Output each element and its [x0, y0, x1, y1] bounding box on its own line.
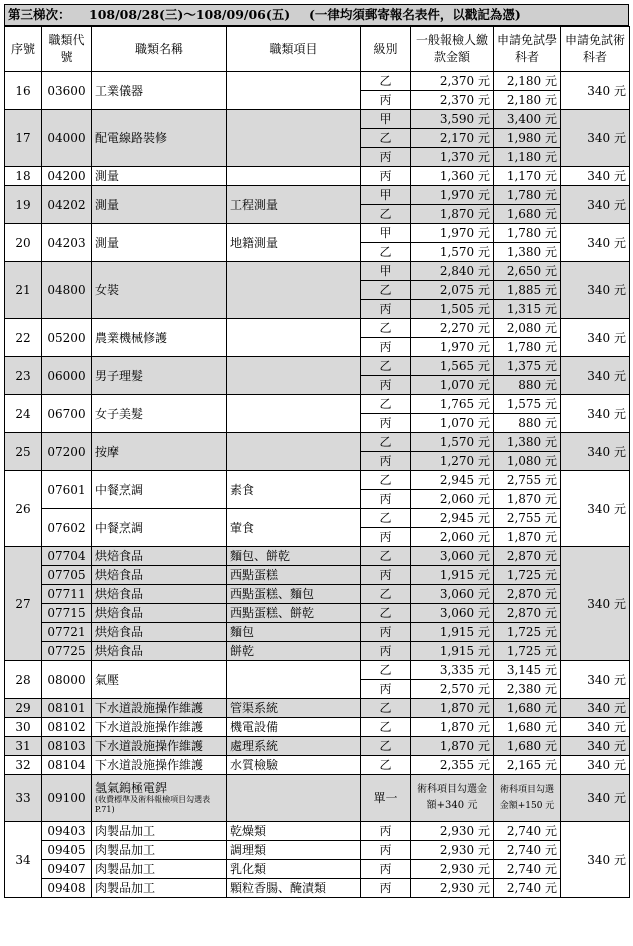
technical-cell: 340 元	[561, 756, 630, 775]
level-cell: 乙	[361, 547, 411, 566]
academic-cell: 2,180 元	[494, 91, 561, 110]
seq-cell: 23	[5, 357, 42, 395]
level-cell: 甲	[361, 262, 411, 281]
name-cell: 女裝	[92, 262, 227, 319]
header-seq: 序號	[5, 27, 42, 72]
fee-cell: 1,870 元	[411, 205, 494, 224]
code-cell: 07601	[42, 471, 92, 509]
name-cell: 肉製品加工	[92, 841, 227, 860]
name-cell: 肉製品加工	[92, 879, 227, 898]
academic-cell: 2,380 元	[494, 680, 561, 699]
level-cell: 丙	[361, 879, 411, 898]
header-code: 職類代號	[42, 27, 92, 72]
item-cell: 麵包、餅乾	[227, 547, 361, 566]
technical-cell: 340 元	[561, 547, 630, 661]
code-cell: 06700	[42, 395, 92, 433]
fee-cell: 2,945 元	[411, 509, 494, 528]
item-cell	[227, 72, 361, 110]
fee-cell: 2,170 元	[411, 129, 494, 148]
academic-cell: 2,650 元	[494, 262, 561, 281]
header-row	[5, 27, 630, 72]
name-cell: 下水道設施操作維護	[92, 718, 227, 737]
table-row	[5, 262, 630, 281]
level-cell: 乙	[361, 319, 411, 338]
level-cell: 丙	[361, 566, 411, 585]
fee-cell: 2,370 元	[411, 91, 494, 110]
header-level: 級別	[361, 27, 411, 72]
fee-cell: 1,570 元	[411, 433, 494, 452]
seq-cell: 27	[5, 547, 42, 661]
academic-cell: 1,080 元	[494, 452, 561, 471]
fee-cell: 2,930 元	[411, 860, 494, 879]
header-item: 職類項目	[227, 27, 361, 72]
name-cell: 配電線路裝修	[92, 110, 227, 167]
table-row	[5, 775, 630, 822]
technical-cell: 340 元	[561, 262, 630, 319]
academic-cell: 2,080 元	[494, 319, 561, 338]
code-cell: 04202	[42, 186, 92, 224]
level-cell: 乙	[361, 585, 411, 604]
level-cell: 乙	[361, 604, 411, 623]
name-note: (收費標準及術科報檢項目勾選表 P.71)	[95, 795, 211, 814]
header-exempt-academic: 申請免試學科者	[494, 27, 561, 72]
level-cell: 丙	[361, 452, 411, 471]
fee-cell: 1,915 元	[411, 623, 494, 642]
level-cell: 乙	[361, 661, 411, 680]
table-row	[5, 509, 630, 528]
level-cell: 乙	[361, 699, 411, 718]
table-row	[5, 642, 630, 661]
level-cell: 甲	[361, 186, 411, 205]
fee-cell: 2,060 元	[411, 490, 494, 509]
level-cell: 丙	[361, 376, 411, 395]
fee-table	[4, 26, 630, 898]
name-cell: 農業機械修護	[92, 319, 227, 357]
technical-cell: 340 元	[561, 737, 630, 756]
table-row	[5, 110, 630, 129]
table-row	[5, 433, 630, 452]
academic-cell: 3,400 元	[494, 110, 561, 129]
academic-cell: 1,680 元	[494, 205, 561, 224]
academic-cell: 2,755 元	[494, 471, 561, 490]
item-cell	[227, 357, 361, 395]
name-cell: 烘焙食品	[92, 566, 227, 585]
academic-cell: 術科項目勾選金額+150 元	[494, 775, 561, 822]
code-cell: 08101	[42, 699, 92, 718]
level-cell: 乙	[361, 509, 411, 528]
academic-cell: 2,740 元	[494, 860, 561, 879]
fee-cell: 1,360 元	[411, 167, 494, 186]
fee-cell: 3,335 元	[411, 661, 494, 680]
fee-cell: 2,570 元	[411, 680, 494, 699]
fee-cell: 2,840 元	[411, 262, 494, 281]
technical-cell: 340 元	[561, 718, 630, 737]
item-cell: 調理類	[227, 841, 361, 860]
technical-cell: 340 元	[561, 186, 630, 224]
level-cell: 乙	[361, 471, 411, 490]
table-row	[5, 623, 630, 642]
item-cell: 素食	[227, 471, 361, 509]
item-cell	[227, 319, 361, 357]
academic-cell: 1,380 元	[494, 433, 561, 452]
name-cell: 測量	[92, 186, 227, 224]
fee-cell: 2,930 元	[411, 841, 494, 860]
fee-cell: 1,870 元	[411, 699, 494, 718]
level-cell: 乙	[361, 395, 411, 414]
fee-cell: 2,355 元	[411, 756, 494, 775]
seq-cell: 18	[5, 167, 42, 186]
academic-cell: 3,145 元	[494, 661, 561, 680]
table-row	[5, 186, 630, 205]
fee-cell: 3,060 元	[411, 547, 494, 566]
table-row	[5, 471, 630, 490]
academic-cell: 2,755 元	[494, 509, 561, 528]
academic-cell: 1,725 元	[494, 623, 561, 642]
code-cell: 07725	[42, 642, 92, 661]
technical-cell: 340 元	[561, 357, 630, 395]
table-row	[5, 860, 630, 879]
fee-cell: 1,570 元	[411, 243, 494, 262]
level-cell: 丙	[361, 680, 411, 699]
item-cell: 西點蛋糕、餅乾	[227, 604, 361, 623]
technical-cell: 340 元	[561, 167, 630, 186]
seq-cell: 25	[5, 433, 42, 471]
academic-cell: 2,870 元	[494, 604, 561, 623]
table-row	[5, 661, 630, 680]
name-cell: 女子美髮	[92, 395, 227, 433]
name-cell: 下水道設施操作維護	[92, 737, 227, 756]
technical-cell: 340 元	[561, 395, 630, 433]
item-cell	[227, 433, 361, 471]
level-cell: 丙	[361, 642, 411, 661]
code-cell: 07715	[42, 604, 92, 623]
level-cell: 乙	[361, 72, 411, 91]
code-cell: 09403	[42, 822, 92, 841]
name-cell: 肉製品加工	[92, 822, 227, 841]
level-cell: 單一	[361, 775, 411, 822]
academic-cell: 1,780 元	[494, 224, 561, 243]
item-cell: 顆粒香腸、醃漬類	[227, 879, 361, 898]
academic-cell: 1,680 元	[494, 737, 561, 756]
name-cell: 按摩	[92, 433, 227, 471]
academic-cell: 1,725 元	[494, 566, 561, 585]
item-cell	[227, 661, 361, 699]
name-cell: 烘焙食品	[92, 642, 227, 661]
academic-cell: 1,680 元	[494, 699, 561, 718]
table-row	[5, 718, 630, 737]
fee-cell: 2,270 元	[411, 319, 494, 338]
code-cell: 08104	[42, 756, 92, 775]
item-cell: 工程測量	[227, 186, 361, 224]
level-cell: 丙	[361, 148, 411, 167]
fee-cell: 1,970 元	[411, 338, 494, 357]
name-cell: 肉製品加工	[92, 860, 227, 879]
academic-cell: 2,180 元	[494, 72, 561, 91]
technical-cell: 340 元	[561, 661, 630, 699]
fee-cell: 2,945 元	[411, 471, 494, 490]
level-cell: 甲	[361, 110, 411, 129]
code-cell: 04203	[42, 224, 92, 262]
fee-cell: 2,930 元	[411, 879, 494, 898]
fee-cell: 1,070 元	[411, 414, 494, 433]
name-cell: 中餐烹調	[92, 471, 227, 509]
name-cell: 下水道設施操作維護	[92, 756, 227, 775]
academic-cell: 2,870 元	[494, 547, 561, 566]
seq-cell: 33	[5, 775, 42, 822]
fee-cell: 1,565 元	[411, 357, 494, 376]
stage-note: (一律均須郵寄報名表件，以戳記為憑)	[309, 7, 521, 22]
seq-cell: 29	[5, 699, 42, 718]
fee-cell: 2,060 元	[411, 528, 494, 547]
seq-cell: 34	[5, 822, 42, 898]
academic-cell: 1,885 元	[494, 281, 561, 300]
table-row	[5, 72, 630, 91]
seq-cell: 20	[5, 224, 42, 262]
name-cell: 測量	[92, 224, 227, 262]
academic-cell: 1,980 元	[494, 129, 561, 148]
name-cell	[92, 775, 227, 822]
level-cell: 乙	[361, 243, 411, 262]
level-cell: 丙	[361, 91, 411, 110]
stage-banner	[4, 4, 629, 26]
table-row	[5, 756, 630, 775]
table-row	[5, 879, 630, 898]
name-cell: 烘焙食品	[92, 585, 227, 604]
technical-cell: 340 元	[561, 72, 630, 110]
academic-cell: 1,870 元	[494, 528, 561, 547]
item-cell: 餅乾	[227, 642, 361, 661]
header-fee: 一般報檢人繳款金額	[411, 27, 494, 72]
seq-cell: 24	[5, 395, 42, 433]
table-row	[5, 699, 630, 718]
code-cell: 07602	[42, 509, 92, 547]
item-cell: 管渠系統	[227, 699, 361, 718]
fee-cell: 3,060 元	[411, 604, 494, 623]
technical-cell: 340 元	[561, 775, 630, 822]
level-cell: 乙	[361, 718, 411, 737]
fee-cell: 3,590 元	[411, 110, 494, 129]
technical-cell: 340 元	[561, 699, 630, 718]
table-row	[5, 822, 630, 841]
name-cell: 烘焙食品	[92, 623, 227, 642]
level-cell: 丙	[361, 414, 411, 433]
technical-cell: 340 元	[561, 319, 630, 357]
item-cell: 地籍測量	[227, 224, 361, 262]
academic-cell: 1,375 元	[494, 357, 561, 376]
table-row	[5, 395, 630, 414]
code-cell: 04800	[42, 262, 92, 319]
technical-cell: 340 元	[561, 822, 630, 898]
item-cell: 西點蛋糕、麵包	[227, 585, 361, 604]
seq-cell: 21	[5, 262, 42, 319]
code-cell: 04200	[42, 167, 92, 186]
academic-cell: 1,575 元	[494, 395, 561, 414]
seq-cell: 26	[5, 471, 42, 547]
technical-cell: 340 元	[561, 471, 630, 547]
code-cell: 05200	[42, 319, 92, 357]
item-cell: 乳化類	[227, 860, 361, 879]
name-cell: 下水道設施操作維護	[92, 699, 227, 718]
item-cell	[227, 262, 361, 319]
technical-cell: 340 元	[561, 110, 630, 167]
item-cell: 處理系統	[227, 737, 361, 756]
table-row	[5, 224, 630, 243]
code-cell: 07711	[42, 585, 92, 604]
table-row	[5, 547, 630, 566]
fee-cell: 1,270 元	[411, 452, 494, 471]
seq-cell: 30	[5, 718, 42, 737]
level-cell: 丙	[361, 623, 411, 642]
seq-cell: 17	[5, 110, 42, 167]
stage-dates: 108/08/28(三)～108/09/06(五)	[89, 7, 291, 22]
technical-cell: 340 元	[561, 224, 630, 262]
code-cell: 08103	[42, 737, 92, 756]
name-cell: 烘焙食品	[92, 604, 227, 623]
item-cell: 機電設備	[227, 718, 361, 737]
name-cell: 男子理髮	[92, 357, 227, 395]
name-cell: 氣壓	[92, 661, 227, 699]
fee-cell: 1,870 元	[411, 737, 494, 756]
code-cell: 09407	[42, 860, 92, 879]
item-cell: 水質檢驗	[227, 756, 361, 775]
fee-cell: 2,930 元	[411, 822, 494, 841]
code-cell: 07704	[42, 547, 92, 566]
item-cell: 葷食	[227, 509, 361, 547]
code-cell: 07721	[42, 623, 92, 642]
level-cell: 丙	[361, 338, 411, 357]
table-row	[5, 737, 630, 756]
seq-cell: 19	[5, 186, 42, 224]
level-cell: 丙	[361, 490, 411, 509]
table-row	[5, 585, 630, 604]
academic-cell: 880 元	[494, 414, 561, 433]
academic-cell: 1,315 元	[494, 300, 561, 319]
code-cell: 04000	[42, 110, 92, 167]
stage-label: 第三梯次：	[8, 7, 71, 22]
code-cell: 08000	[42, 661, 92, 699]
table-row	[5, 566, 630, 585]
fee-cell: 1,870 元	[411, 718, 494, 737]
name-cell: 中餐烹調	[92, 509, 227, 547]
code-cell: 09408	[42, 879, 92, 898]
level-cell: 乙	[361, 205, 411, 224]
name-text: 氬氣鎢極電銲	[95, 781, 168, 795]
table-row	[5, 604, 630, 623]
code-cell: 08102	[42, 718, 92, 737]
code-cell: 07705	[42, 566, 92, 585]
item-cell	[227, 775, 361, 822]
academic-cell: 1,870 元	[494, 490, 561, 509]
academic-cell: 880 元	[494, 376, 561, 395]
academic-cell: 2,870 元	[494, 585, 561, 604]
academic-cell: 1,680 元	[494, 718, 561, 737]
level-cell: 乙	[361, 433, 411, 452]
level-cell: 乙	[361, 281, 411, 300]
level-cell: 甲	[361, 224, 411, 243]
name-cell: 工業儀器	[92, 72, 227, 110]
code-cell: 09405	[42, 841, 92, 860]
table-row	[5, 357, 630, 376]
seq-cell: 32	[5, 756, 42, 775]
fee-cell: 1,370 元	[411, 148, 494, 167]
code-cell: 07200	[42, 433, 92, 471]
fee-cell: 1,505 元	[411, 300, 494, 319]
academic-cell: 1,725 元	[494, 642, 561, 661]
seq-cell: 16	[5, 72, 42, 110]
item-cell	[227, 395, 361, 433]
table-row	[5, 841, 630, 860]
academic-cell: 1,180 元	[494, 148, 561, 167]
fee-cell: 2,075 元	[411, 281, 494, 300]
academic-cell: 2,740 元	[494, 841, 561, 860]
code-cell: 06000	[42, 357, 92, 395]
academic-cell: 1,380 元	[494, 243, 561, 262]
fee-cell: 1,970 元	[411, 224, 494, 243]
academic-cell: 2,740 元	[494, 822, 561, 841]
seq-cell: 31	[5, 737, 42, 756]
fee-cell: 2,370 元	[411, 72, 494, 91]
name-cell: 烘焙食品	[92, 547, 227, 566]
code-cell: 03600	[42, 72, 92, 110]
seq-cell: 28	[5, 661, 42, 699]
item-cell: 乾燥類	[227, 822, 361, 841]
level-cell: 丙	[361, 300, 411, 319]
item-cell	[227, 167, 361, 186]
item-cell: 麵包	[227, 623, 361, 642]
academic-cell: 1,780 元	[494, 186, 561, 205]
header-exempt-technical: 申請免試術科者	[561, 27, 630, 72]
fee-cell: 1,970 元	[411, 186, 494, 205]
table-row	[5, 167, 630, 186]
table-row	[5, 319, 630, 338]
code-cell: 09100	[42, 775, 92, 822]
fee-cell: 3,060 元	[411, 585, 494, 604]
item-cell	[227, 110, 361, 167]
fee-cell: 1,070 元	[411, 376, 494, 395]
academic-cell: 2,165 元	[494, 756, 561, 775]
header-name: 職類名稱	[92, 27, 227, 72]
level-cell: 乙	[361, 737, 411, 756]
level-cell: 丙	[361, 528, 411, 547]
level-cell: 丙	[361, 822, 411, 841]
technical-cell: 340 元	[561, 433, 630, 471]
level-cell: 乙	[361, 129, 411, 148]
name-cell: 測量	[92, 167, 227, 186]
level-cell: 丙	[361, 860, 411, 879]
item-cell: 西點蛋糕	[227, 566, 361, 585]
fee-cell: 術科項目勾選金額+340 元	[411, 775, 494, 822]
level-cell: 丙	[361, 841, 411, 860]
fee-cell: 1,765 元	[411, 395, 494, 414]
academic-cell: 2,740 元	[494, 879, 561, 898]
academic-cell: 1,170 元	[494, 167, 561, 186]
academic-cell: 1,780 元	[494, 338, 561, 357]
seq-cell: 22	[5, 319, 42, 357]
level-cell: 丙	[361, 167, 411, 186]
level-cell: 乙	[361, 357, 411, 376]
fee-cell: 1,915 元	[411, 566, 494, 585]
fee-cell: 1,915 元	[411, 642, 494, 661]
level-cell: 乙	[361, 756, 411, 775]
